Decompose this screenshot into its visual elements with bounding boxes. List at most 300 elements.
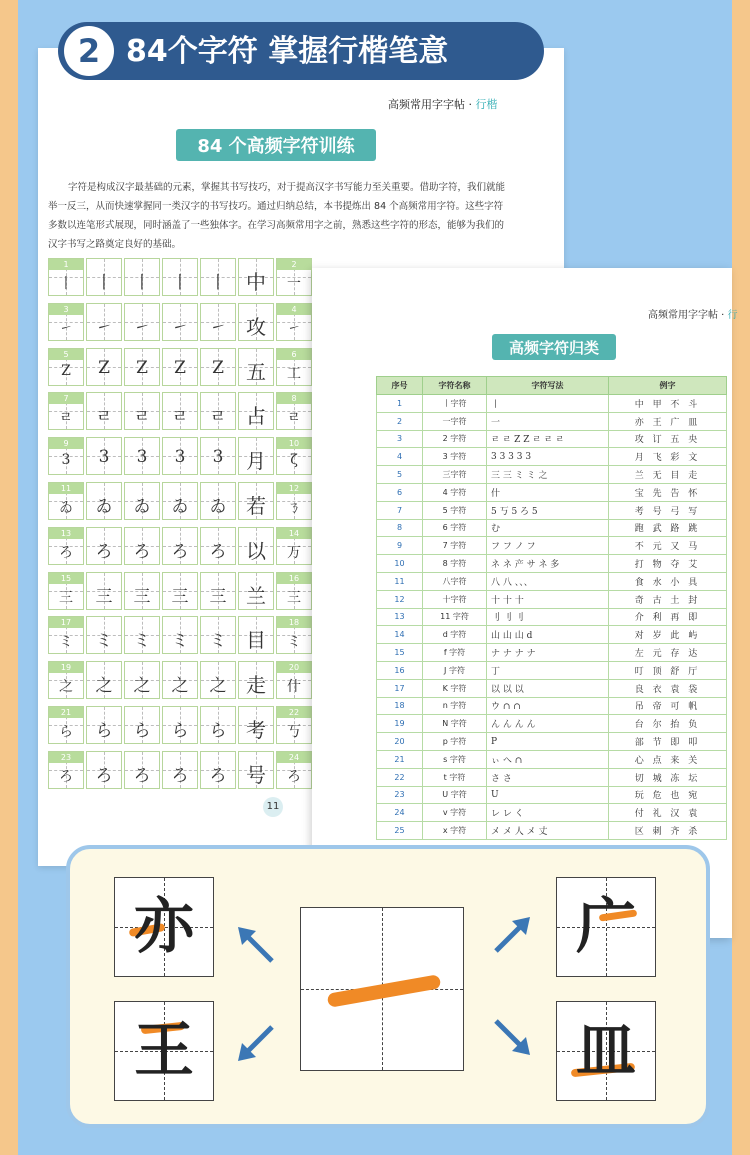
cell-number: 24 [277,752,311,763]
practice-cell [124,303,160,341]
cell-glyph: ろ [59,544,73,561]
cell-glyph: ゐ [95,497,113,517]
table-cell: s 字符 [423,750,487,768]
cell-number: 14 [277,528,311,539]
cell-number: 6 [277,349,311,360]
table-cell: 25 [377,822,423,840]
table-cell: x 字符 [423,822,487,840]
table-cell: 16 [377,661,423,679]
table-cell: 17 [377,679,423,697]
practice-cell [48,258,84,296]
cell-glyph: Z [98,357,110,378]
practice-cell [162,661,198,699]
cell-glyph: 丨 [171,273,189,293]
practice-row [48,527,314,565]
cell-glyph: ㄹ [287,410,301,427]
table-cell: 攻 订 五 央 [609,430,727,448]
table-row [377,733,727,751]
practice-cell [200,661,236,699]
practice-cell [238,661,274,699]
practice-cell [86,437,122,475]
practice-cell [48,706,84,744]
cell-number: 10 [277,438,311,449]
table-row [377,430,727,448]
center-stroke-box [300,907,464,1071]
practice-cell [86,303,122,341]
cell-glyph: ζ [290,452,298,469]
practice-cell [238,706,274,744]
table-row [377,697,727,715]
cell-glyph: 三 [209,586,227,607]
cell-glyph: ら [95,721,113,741]
table-cell: 三 三 ミ ミ 之 [487,466,609,484]
cell-glyph: ㄹ [209,407,227,428]
practice-cell [48,661,84,699]
cell-glyph: ㄹ [95,407,113,428]
cell-glyph: ㄹ [171,407,189,428]
cell-glyph: 3 [212,447,224,468]
table-cell: 亦 王 广 皿 [609,412,727,430]
table-cell: 叮 顶 舒 厅 [609,661,727,679]
table-row [377,483,727,501]
table-cell: 宝 先 告 怀 [609,483,727,501]
cell-number: 5 [49,349,83,360]
practice-cell [86,348,122,386]
practice-cell [200,348,236,386]
table-cell: 丁 [487,661,609,679]
practice-row [48,661,314,699]
practice-cell [48,303,84,341]
table-header-row [377,377,727,395]
table-row [377,537,727,555]
cell-glyph: ㇀ [133,317,151,338]
table-row [377,626,727,644]
example-box-top-right [556,877,656,977]
cell-glyph: 之 [171,676,189,697]
cell-number: 22 [277,707,311,718]
practice-cell [124,437,160,475]
cell-glyph: ら [209,721,227,741]
table-row [377,448,727,466]
stroke-demo-panel [66,845,710,1128]
table-cell: 11 字符 [423,608,487,626]
table-cell: メ メ 人 メ 丈 [487,822,609,840]
table-cell: ㄹ ㄹ Z Z ㄹ ㄹ ㄹ [487,430,609,448]
practice-cell [162,348,198,386]
table-row [377,555,727,573]
practice-cell [200,258,236,296]
practice-cell [124,482,160,520]
example-char: 月 [246,449,266,474]
practice-cell [48,482,84,520]
practice-cell [162,751,198,789]
table-cell: 十字符 [423,590,487,608]
table-cell: 3 [377,430,423,448]
table-cell: 5 丂 5 ろ 5 [487,501,609,519]
table-cell: n 字符 [423,697,487,715]
cell-glyph: ろ [171,765,189,786]
practice-cell [124,572,160,610]
table-cell: ウ ∩ ∩ [487,697,609,715]
table-row [377,644,727,662]
practice-cell [238,482,274,520]
practice-cell [48,572,84,610]
example-char: 五 [246,359,266,384]
practice-cell [276,437,312,475]
practice-cell [200,751,236,789]
table-cell: 1 [377,395,423,413]
table-cell: 区 刺 齐 杀 [609,822,727,840]
table-cell: 8 字符 [423,555,487,573]
table-row [377,466,727,484]
cell-glyph: 三 [133,586,151,607]
table-cell: 十 十 十 [487,590,609,608]
example-char: 兰 [246,583,266,608]
example-char: 号 [246,762,266,787]
example-char: 走 [246,673,266,698]
cell-glyph: 丨 [209,273,227,293]
cell-glyph: ろ [133,765,151,786]
practice-row [48,616,314,654]
table-row [377,412,727,430]
practice-cell [276,616,312,654]
table-cell: 5 字符 [423,501,487,519]
cell-number: 9 [49,438,83,449]
table-cell: U 字符 [423,786,487,804]
table-cell: 对 岁 此 屿 [609,626,727,644]
practice-cell [86,751,122,789]
practice-cell [48,437,84,475]
practice-cell [86,482,122,520]
example-char: 若 [246,494,266,518]
practice-cell [124,706,160,744]
practice-cell [276,482,312,520]
practice-cell [162,616,198,654]
cell-glyph: ミ [95,631,113,652]
practice-cell [200,303,236,341]
table-cell: 兰 无 目 走 [609,466,727,484]
table-cell: 7 [377,501,423,519]
table-cell: 八字符 [423,572,487,590]
table-cell: ナ ナ ナ ナ [487,644,609,662]
table-cell: 三字符 [423,466,487,484]
arrow-up-left-icon [234,923,278,967]
cell-glyph: ㄋ [287,500,301,516]
cell-glyph: ら [59,724,73,740]
cell-glyph: 三 [171,586,189,607]
practice-cell [200,572,236,610]
table-cell: 部 节 即 叩 [609,733,727,751]
practice-row [48,706,314,744]
practice-cell [162,706,198,744]
practice-cell [86,661,122,699]
column-header: 字符写法 [487,377,609,395]
cell-number: 16 [277,573,311,584]
cell-glyph: Z [212,357,224,378]
cell-number: 7 [49,393,83,404]
cell-glyph: ㇀ [171,317,189,338]
table-cell: 吊 帝 可 帆 [609,697,727,715]
table-row [377,679,727,697]
table-cell: ネ ネ 产 サ ネ 多 [487,555,609,573]
table-cell: ん ん ん ん [487,715,609,733]
table-cell: 19 [377,715,423,733]
table-cell: N 字符 [423,715,487,733]
practice-cell [238,616,274,654]
cell-glyph: 三 [95,586,113,607]
running-head-b: 高频常用字字帖 · 行 [648,310,738,321]
table-cell: 以 以 以 [487,679,609,697]
table-cell: 4 [377,448,423,466]
practice-cell [276,751,312,789]
cell-glyph: ろ [59,768,73,785]
table-cell: 中 甲 不 斗 [609,395,727,413]
table-row [377,590,727,608]
practice-cell [276,706,312,744]
table-cell: 6 [377,483,423,501]
cell-number: 12 [277,483,311,494]
table-row [377,768,727,786]
cell-glyph: 丂 [287,724,301,740]
table-cell: 20 [377,733,423,751]
cell-number: 3 [49,304,83,315]
practice-row [48,348,314,386]
banner-title: 84个字符 掌握行楷笔意 [126,34,449,69]
table-row [377,750,727,768]
table-cell: 8 [377,519,423,537]
table-cell: 5 [377,466,423,484]
cell-glyph: 3 [136,447,148,468]
table-cell: 什 [487,483,609,501]
table-cell: 刂 刂 刂 [487,608,609,626]
table-row [377,395,727,413]
cell-glyph: ろ [209,765,227,786]
table-cell: 22 [377,768,423,786]
table-row [377,519,727,537]
cell-glyph: ろ [287,768,301,785]
table-cell: 12 [377,590,423,608]
cell-glyph: 3 [61,452,71,469]
practice-cell [48,392,84,430]
practice-row [48,572,314,610]
table-cell: p 字符 [423,733,487,751]
practice-cell [276,392,312,430]
practice-row [48,751,314,789]
practice-cell [162,527,198,565]
cell-glyph: ㇀ [209,317,227,338]
cell-glyph: Z [61,362,71,379]
practice-cell [238,751,274,789]
table-cell: K 字符 [423,679,487,697]
cell-number: 17 [49,617,83,628]
table-cell: 丨 [487,395,609,413]
practice-cell [238,348,274,386]
practice-cell [200,392,236,430]
practice-cell [276,572,312,610]
example-glyph: 广 [576,892,636,962]
cell-glyph: 之 [133,676,151,697]
table-cell: 介 利 再 即 [609,608,727,626]
table-cell: む [487,519,609,537]
cell-glyph: ミ [171,631,189,652]
table-cell: 2 [377,412,423,430]
cell-glyph: ゐ [209,497,227,517]
table-cell: 山 山 山 d [487,626,609,644]
table-cell: 考 号 弓 写 [609,501,727,519]
section-number-badge: 2 [64,26,114,76]
cell-number: 2 [277,259,311,270]
cell-glyph: ㇀ [95,317,113,338]
table-row [377,661,727,679]
table-cell: 食 水 小 具 [609,572,727,590]
practice-cell [200,616,236,654]
table-cell: 八 八 、、、 [487,572,609,590]
table-cell: 11 [377,572,423,590]
cell-number: 13 [49,528,83,539]
cell-glyph: ろ [209,541,227,562]
table-cell: 10 [377,555,423,573]
table-cell: d 字符 [423,626,487,644]
cell-glyph: ㄹ [133,407,151,428]
practice-cell [124,751,160,789]
table-cell: 玩 危 也 宛 [609,786,727,804]
example-box-bottom-right [556,1001,656,1101]
table-cell: 不 元 又 马 [609,537,727,555]
table-cell: 打 物 夺 艾 [609,555,727,573]
column-header: 字符名称 [423,377,487,395]
practice-row [48,392,314,430]
cell-number: 4 [277,304,311,315]
arrow-down-right-icon [490,1015,534,1059]
practice-cell [238,258,274,296]
table-cell: 切 城 冻 坛 [609,768,727,786]
table-cell: 左 元 存 达 [609,644,727,662]
cell-glyph: 一 [287,276,301,292]
table-cell: 9 [377,537,423,555]
category-table [376,376,727,840]
example-glyph: 王 [134,1016,194,1086]
running-head: 高频常用字字帖 · 行楷 [388,98,498,111]
table-cell: 3 3 3 3 3 [487,448,609,466]
example-box-top-left [114,877,214,977]
cell-number: 15 [49,573,83,584]
cell-glyph: 丨 [59,276,73,292]
practice-cell [86,706,122,744]
category-title: 高频字符归类 [492,334,616,360]
practice-cell [162,482,198,520]
cell-glyph: 之 [95,676,113,697]
cell-glyph: ゐ [59,500,73,516]
cell-number: 21 [49,707,83,718]
cell-glyph: ミ [59,634,73,651]
category-page [312,268,738,938]
cell-glyph: 三 [59,589,73,606]
example-box-bottom-left [114,1001,214,1101]
cell-glyph: ろ [95,765,113,786]
practice-cell [48,348,84,386]
table-cell: 一 [487,412,609,430]
cell-glyph: ミ [209,631,227,652]
practice-row [48,482,314,520]
practice-cell [238,303,274,341]
table-cell: 23 [377,786,423,804]
practice-cell [48,616,84,654]
practice-cell [238,572,274,610]
practice-cell [276,348,312,386]
table-cell: 台 尔 抬 负 [609,715,727,733]
page-number: 11 [263,797,283,817]
table-row [377,501,727,519]
table-row [377,786,727,804]
table-cell: 14 [377,626,423,644]
table-row [377,804,727,822]
cell-glyph: 丨 [133,273,151,293]
intro-paragraph: 字符是构成汉字最基础的元素，掌握其书写技巧，对于提高汉字书写能力至关重要。借助字符，我们就能举一反三，从而快速掌握同一类汉字的书写技巧。通过归纳总结，本书提炼出 84 个高频常用字符。这些字符多数以连笔形式展现，同时涵盖了一些独体字。在学习高频常用字之前，熟悉这些字符的形态，能够为我们的汉字书写之路奠定良好的基础。 [48,182,506,250]
cell-glyph: Z [174,357,186,378]
table-cell: 13 [377,608,423,626]
left-border [0,0,18,1155]
cell-glyph: 工 [287,365,301,382]
table-cell: 21 [377,750,423,768]
cell-number: 20 [277,662,311,673]
practice-cell [86,527,122,565]
arrow-down-left-icon [234,1021,278,1065]
practice-cell [162,392,198,430]
column-header: 序号 [377,377,423,395]
table-cell: J 字符 [423,661,487,679]
table-cell: 24 [377,804,423,822]
table-cell: 6 字符 [423,519,487,537]
table-cell: 3 字符 [423,448,487,466]
table-cell: フ フ ノ フ [487,537,609,555]
table-cell: レ レ く [487,804,609,822]
table-cell: 奇 古 土 封 [609,590,727,608]
practice-cell [200,706,236,744]
practice-cell [86,616,122,654]
table-cell: t 字符 [423,768,487,786]
cell-glyph: ミ [287,634,301,651]
practice-cell [86,258,122,296]
cell-glyph: 之 [209,676,227,697]
table-cell: v 字符 [423,804,487,822]
practice-cell [162,258,198,296]
practice-cell [238,392,274,430]
cell-number: 23 [49,752,83,763]
table-cell: 18 [377,697,423,715]
example-glyph: 亦 [134,892,194,962]
example-char: 目 [246,628,266,653]
cell-glyph: 之 [59,679,73,696]
practice-cell [238,437,274,475]
right-border [732,0,750,1155]
cell-glyph: 万 [287,544,301,561]
table-cell: f 字符 [423,644,487,662]
cell-number: 8 [277,393,311,404]
table-cell: 4 字符 [423,483,487,501]
cell-glyph: ゐ [133,497,151,517]
table-cell: 付 礼 汉 袁 [609,804,727,822]
practice-cell [200,437,236,475]
practice-cell [86,392,122,430]
table-cell: U [487,786,609,804]
table-cell: 心 点 来 关 [609,750,727,768]
cell-glyph: ㇀ [287,320,301,337]
cell-glyph: ㇀ [59,320,73,337]
table-row [377,822,727,840]
practice-cell [276,661,312,699]
practice-cell [124,661,160,699]
table-cell: 2 字符 [423,430,487,448]
